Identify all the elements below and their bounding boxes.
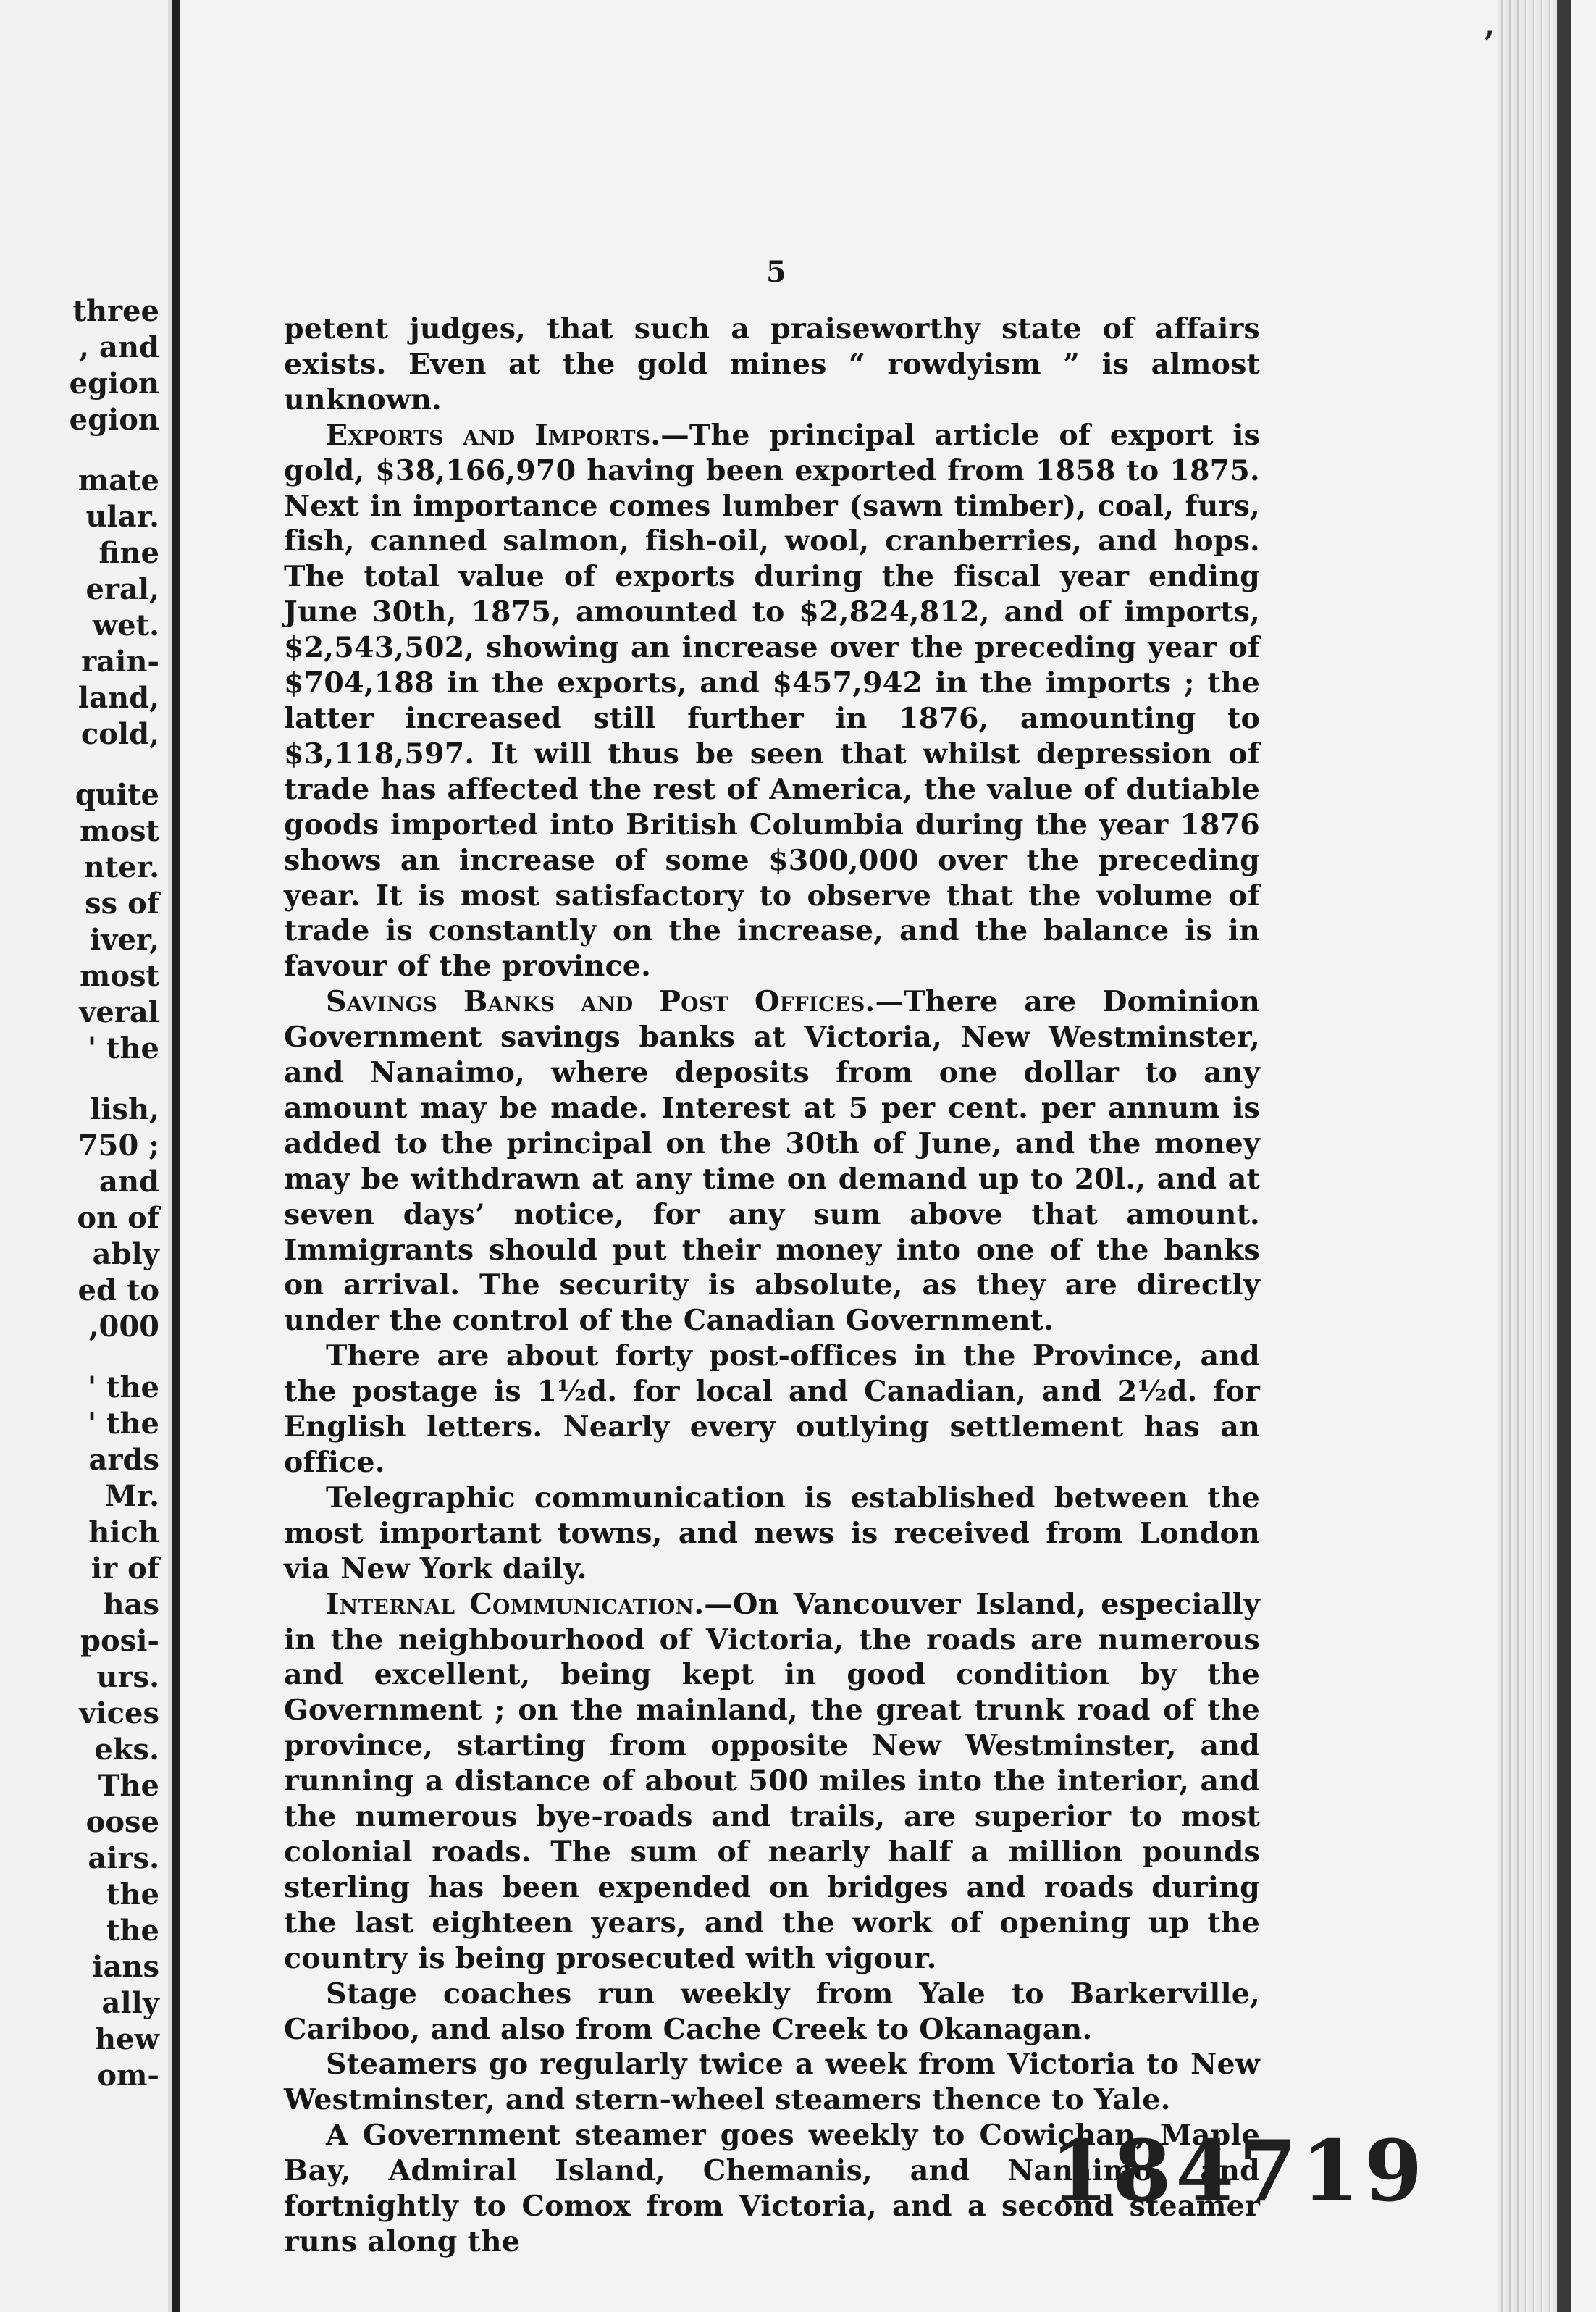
section-heading: Exports and Imports. <box>326 418 661 452</box>
corner-mark: , <box>1484 9 1495 43</box>
facing-page-line: ular. <box>85 500 159 534</box>
page-edge-shadow <box>1557 0 1571 2312</box>
facing-page-line: quite <box>75 778 159 812</box>
facing-page-line: egion <box>69 367 159 401</box>
facing-page-line: wet. <box>92 608 159 642</box>
paragraph-text: —On Vancouver Island, especially in the neighbourhood of Victoria, the roads are numerous and excellent, being kept in good condition by the Government ; on the mainland, the great trunk road of the province, starting from opposite New Westminster, and running a distance of about 500 miles into the interior, and the numerous bye-roads and trails, are superior to most colonial roads. The sum of nearly half a million pounds sterling has been expended on bridges and roads during the last eighteen years, and the work of opening up the country is being prosecuted with vigour. <box>284 1587 1261 1975</box>
paragraph-p3 <box>284 984 1260 1339</box>
section-heading: Savings Banks and Post Offices. <box>326 985 875 1019</box>
facing-page-gap <box>70 1345 159 1370</box>
paragraph-p4 <box>284 1339 1260 1480</box>
facing-page-line: urs. <box>96 1660 159 1694</box>
facing-page-line: mate <box>77 464 159 498</box>
facing-page-line: posi- <box>80 1624 159 1658</box>
paragraph-p2 <box>284 418 1260 985</box>
facing-page-line: lish, <box>90 1092 159 1126</box>
paragraph-p5 <box>284 1480 1260 1587</box>
facing-page-line: ians <box>92 1950 159 1984</box>
facing-page-line: 750 ; <box>77 1128 159 1163</box>
facing-page-line: ,000 <box>88 1310 159 1344</box>
facing-page-line: hich <box>88 1515 159 1549</box>
page-number: 5 <box>766 255 786 289</box>
facing-page-line: eral, <box>85 572 159 606</box>
facing-page-line: most <box>80 959 159 993</box>
facing-page-line: ir of <box>91 1551 159 1586</box>
paragraph-p7 <box>284 1977 1260 2048</box>
facing-page-strip <box>0 0 168 2312</box>
body-text <box>284 311 1260 2260</box>
paragraph-p6 <box>284 1587 1260 1977</box>
facing-page-line: rain- <box>81 645 159 679</box>
facing-page-line: nter. <box>83 850 159 884</box>
facing-page-line: land, <box>77 681 159 715</box>
facing-page-line: most <box>80 814 159 848</box>
paragraph-p1 <box>284 311 1260 418</box>
facing-page-line: cold, <box>80 717 159 751</box>
paragraph-text: Telegraphic communication is established between the most important towns, and news is received from London via New York daily. <box>284 1480 1260 1586</box>
facing-page-line: ' the <box>87 1370 159 1404</box>
facing-page-line: om- <box>97 2058 159 2093</box>
paragraph-text: A Government steamer goes weekly to Cowichan, Maple Bay, Admiral Island, Chemanis, and Nanaimo, and fortnightly to Comox from Victoria, and a second steamer runs along the <box>284 2119 1260 2258</box>
paragraph-text: —There are Dominion Government savings banks at Victoria, New Westminster, and Nanaimo, where deposits from one dollar to any amount may be made. Interest at 5 per cent. per annum is added to the principal on the 30th of June, and the money may be withdrawn at any time on demand up to 20l., and at seven days’ notice, for any sum above that amount. Immigrants should put their money into one of the banks on arrival. The security is absolute, as they are directly under the control of the Canadian Government. <box>284 985 1260 1338</box>
paragraph-text: —The principal article of export is gold, $38,166,970 having been exported from 1858 to 1875. Next in importance comes lumber (sawn timber), coal, furs, fish, canned salmon, fish-oil, wool, cranberries, and hops. The total value of exports during the fiscal year ending June 30th, 1875, amounted to $2,824,812, and of imports, $2,543,502, showing an increase over the preceding year of $704,188 in the exports, and $457,942 in the imports ; the latter increased still further in 1876, amounting to $3,118,597. It will thus be seen that whilst depression of trade has affected the rest of America, the value of dutiable goods imported into British Columbia during the year 1876 shows an increase of some $300,000 over the preceding year. It is most satisfactory to observe that the volume of trade is constantly on the increase, and the balance is in favour of the province. <box>284 418 1261 984</box>
facing-page-line: ss of <box>85 887 159 921</box>
paragraph-text: Steamers go regularly twice a week from Victoria to New Westminster, and stern-wheel steamers thence to Yale. <box>284 2048 1260 2117</box>
facing-page-gap <box>70 753 159 777</box>
facing-page-line: the <box>106 1877 159 1911</box>
facing-page-line: three <box>72 294 159 328</box>
facing-page-line: vices <box>79 1696 159 1730</box>
facing-page-line: has <box>103 1588 159 1622</box>
facing-page-line: on of <box>77 1201 159 1235</box>
facing-page-gap <box>70 1067 159 1092</box>
facing-page-line: veral <box>79 995 159 1029</box>
paragraph-text: petent judges, that such a praiseworthy state of affairs exists. Even at the gold mines “ rowdyism ” is almost unknown. <box>284 312 1260 416</box>
facing-page-line: The <box>98 1769 159 1803</box>
facing-page-line: ards <box>88 1443 159 1477</box>
facing-page-line: hew <box>95 2022 159 2056</box>
facing-page-line: fine <box>98 536 159 570</box>
facing-page-line: airs. <box>88 1841 159 1875</box>
facing-page-gap <box>70 438 159 463</box>
facing-page-line: the <box>106 1914 159 1948</box>
facing-page-line: ' the <box>87 1407 159 1441</box>
facing-page-line: ably <box>92 1237 159 1271</box>
facing-page-line: ed to <box>77 1273 159 1307</box>
paragraph-text: There are about forty post-offices in the Province, and the postage is 1½d. for local and Canadian, and 2½d. for English letters. Nearly every outlying settlement has an office. <box>284 1339 1260 1479</box>
facing-page-text <box>70 293 159 2094</box>
facing-page-line: oose <box>85 1805 159 1839</box>
facing-page-line: and <box>99 1165 159 1199</box>
facing-page-line: egion <box>69 403 159 437</box>
section-heading: Internal Communication. <box>326 1587 705 1621</box>
facing-page-line: eks. <box>94 1733 159 1767</box>
facing-page-line: ally <box>101 1986 159 2020</box>
page-edge-margin <box>1571 0 1596 2312</box>
facing-page-line: Mr. <box>104 1479 159 1513</box>
facing-page-line: iver, <box>90 923 159 957</box>
book-gutter <box>172 0 180 2312</box>
facing-page-line: ' the <box>87 1031 159 1065</box>
accession-stamp-number: 184719 <box>1050 2122 1427 2221</box>
paragraph-p8 <box>284 2047 1260 2118</box>
facing-page-line: , and <box>79 330 159 364</box>
paragraph-text: Stage coaches run weekly from Yale to Barkerville, Cariboo, and also from Cache Creek to Okanagan. <box>284 1977 1260 2046</box>
